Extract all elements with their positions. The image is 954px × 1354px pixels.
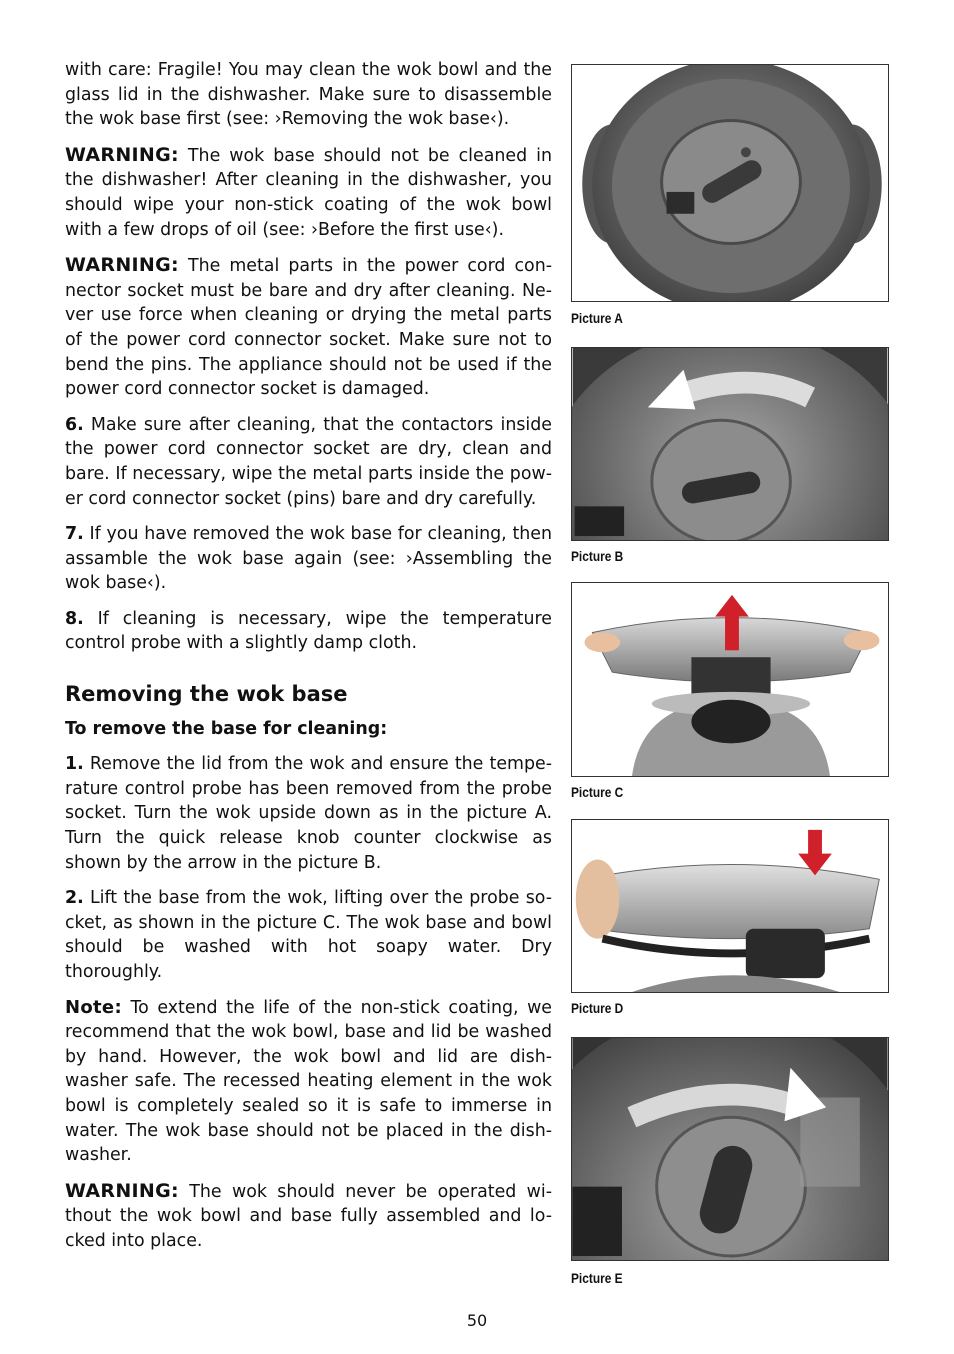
picture-c-caption: Picture C <box>571 784 624 800</box>
warning-dishwasher <box>65 143 552 242</box>
note-paragraph <box>65 996 552 1168</box>
picture-d-image <box>571 819 889 993</box>
step-number: 2. <box>65 888 84 909</box>
step-text: If cleaning is necessary, wipe the temperature control probe with a slightly damp cloth. <box>65 608 552 654</box>
warning-label: WARNING: <box>65 1179 179 1202</box>
section-heading: Removing the wok base <box>65 682 348 707</box>
picture-b-caption: Picture B <box>571 548 624 564</box>
warning-text: The wok base should not be cleaned in the dishwasher! After cleaning in the dishwasher, you should wipe your non-stick coating of the wok bowl with a few drops of oil (see: ›Before the first use‹). <box>65 145 552 240</box>
step-number: 1. <box>65 754 84 775</box>
press-arrow-shaft <box>808 830 822 858</box>
note-text: To extend the life of the non-stick coating, we recommend that the wok bowl, base and lid be washed by hand. However, the wok bowl and lid are dish-washer safe. The recessed heating element in the wok bowl is completely sealed so it is safe to immerse in water. The wok base should not be placed in the dish-washer. <box>65 997 552 1166</box>
step-number: 6. <box>65 414 84 435</box>
step-6 <box>65 413 552 511</box>
paragraph-dishwasher: with care: Fragile! You may clean the wok bowl and the glass lid in the dishwasher. Make sure to disassemble the wok base first (see: ›Removing the wok base‹). <box>65 60 552 130</box>
picture-e-image <box>571 1037 889 1261</box>
step-text: Lift the base from the wok, lifting over the probe so-cket, as shown in the picture C. The wok base and bowl should be washed with hot soapy water. Dry thoroughly. <box>65 888 552 982</box>
warning-label: WARNING: <box>65 143 179 166</box>
warning-text: The wok should never be operated wi-thout the wok bowl and base fully assembled and lo-cked into place. <box>65 1181 552 1251</box>
step-text: Make sure after cleaning, that the contactors inside the power cord connector socket are dry, clean and bare. If necessary, wipe the metal parts inside the pow-er cord connector socket (pins) bare and dry carefully. <box>65 414 552 509</box>
text-column <box>65 58 552 1265</box>
step-8 <box>65 607 552 656</box>
remove-step-2 <box>65 886 552 984</box>
warning-label: WARNING: <box>65 254 179 277</box>
step-text: If you have removed the wok base for cleaning, then assamble the wok base again (see: ›Assembling the wok base‹). <box>65 524 552 594</box>
note-label: Note: <box>65 996 122 1018</box>
picture-a-image <box>571 64 889 302</box>
picture-d-caption: Picture D <box>571 1000 624 1016</box>
warning-operation <box>65 1179 552 1254</box>
picture-e-caption: Picture E <box>571 1270 623 1286</box>
subsection-heading: To remove the base for cleaning: <box>65 718 388 739</box>
page-number: 50 <box>466 1311 488 1330</box>
warning-text: The metal parts in the power cord con-nector socket must be bare and dry after cleaning. Ne-ver use force when cleaning or drying the metal parts of the power cord connector socket. Make sure not to bend the pins. The appliance should not be used if the power cord connector socket is damaged. <box>65 256 552 400</box>
step-text: Remove the lid from the wok and ensure the tempe-rature control probe has been removed from the probe socket. Turn the wok upside down as in the picture A. Turn the quick release knob counter clockwise as shown by the arrow in the picture B. <box>65 754 552 873</box>
warning-socket <box>65 253 552 402</box>
step-number: 8. <box>65 608 84 629</box>
picture-b-image <box>571 347 889 541</box>
picture-c-image <box>571 582 889 777</box>
picture-a-caption: Picture A <box>571 310 623 326</box>
step-number: 7. <box>65 524 84 545</box>
lift-arrow-shaft <box>725 613 739 651</box>
remove-step-1 <box>65 752 552 875</box>
step-7 <box>65 522 552 596</box>
